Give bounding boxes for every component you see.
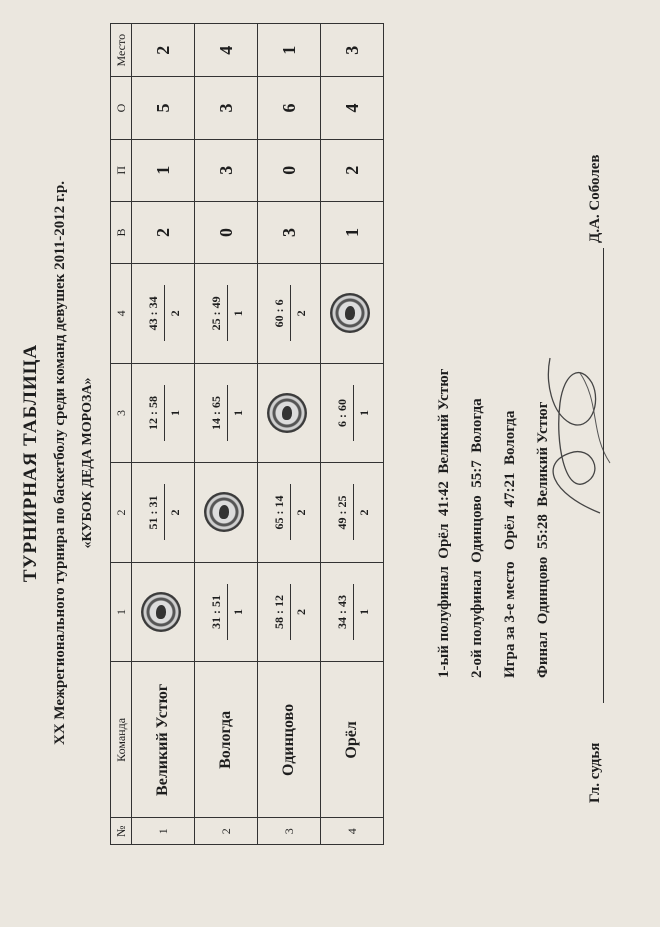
game-score: 43 : 34: [146, 285, 165, 341]
game-score: 12 : 58: [146, 385, 165, 441]
points-cell: 6: [258, 77, 321, 139]
game-points: 2: [293, 509, 308, 516]
game-points: 2: [167, 310, 182, 317]
game-points: 1: [356, 609, 371, 616]
game-points: 1: [356, 409, 371, 416]
table-row: [132, 24, 195, 845]
points-cell: 5: [132, 77, 195, 139]
game-score: 65 : 14: [272, 484, 291, 540]
team-name: Великий Устюг: [132, 662, 195, 818]
team-name: Орёл: [321, 662, 384, 818]
row-num: 1: [132, 818, 195, 845]
header-wins: В: [111, 201, 132, 263]
header-team: Команда: [111, 662, 132, 818]
rotated-page-content: [10, 23, 650, 903]
header-game-2: 2: [111, 463, 132, 563]
signature-icon: [530, 353, 620, 523]
team-name: Вологда: [195, 662, 258, 818]
row-num: 4: [321, 818, 384, 845]
game-score: 34 : 43: [335, 584, 354, 640]
emblem-cell: [195, 463, 258, 563]
emblem-icon: [267, 393, 307, 433]
page-title: ТУРНИРНАЯ ТАБЛИЦА: [20, 343, 41, 583]
game-points: 1: [167, 409, 182, 416]
losses-cell: 1: [132, 139, 195, 201]
semifinal-2: 2-ой полуфинал Одинцово 55:7 Вологда: [469, 398, 485, 678]
wins-cell: 0: [195, 201, 258, 263]
game-score: 58 : 12: [272, 584, 291, 640]
game-cell: [195, 562, 258, 662]
cup-name: «КУБОК ДЕДА МОРОЗА»: [80, 377, 95, 549]
wins-cell: 3: [258, 201, 321, 263]
header-place: Место: [111, 24, 132, 77]
final-game: Финал Одинцово 55:28 Великий Устюг: [535, 401, 551, 678]
game-cell: [321, 562, 384, 662]
table-header-row: [111, 24, 132, 845]
points-cell: 3: [195, 77, 258, 139]
game-score: 49 : 25: [335, 484, 354, 540]
game-cell: [258, 562, 321, 662]
third-place-game: Игра за 3-е место Орёл 47:21 Вологда: [502, 410, 518, 678]
wins-cell: 1: [321, 201, 384, 263]
game-cell: [195, 363, 258, 463]
losses-cell: 2: [321, 139, 384, 201]
semifinal-1: 1-ый полуфинал Орёл 41:42 Великий Устюг: [436, 368, 452, 678]
game-points: 1: [230, 609, 245, 616]
game-score: 14 : 65: [209, 385, 228, 441]
standings-table: [110, 23, 384, 845]
header-losses: П: [111, 139, 132, 201]
game-cell: [321, 363, 384, 463]
wins-cell: 2: [132, 201, 195, 263]
table-row: [195, 24, 258, 845]
losses-cell: 3: [195, 139, 258, 201]
place-cell: 4: [195, 24, 258, 77]
chief-judge-name: Д.А. Соболев: [587, 154, 603, 243]
header-game-1: 1: [111, 562, 132, 662]
game-score: 6 : 60: [335, 385, 354, 441]
points-cell: 4: [321, 77, 384, 139]
emblem-cell: [132, 562, 195, 662]
header-points: О: [111, 77, 132, 139]
chief-judge-label: Гл. судья: [587, 742, 603, 803]
game-points: 2: [167, 509, 182, 516]
game-score: 25 : 49: [209, 285, 228, 341]
game-points: 2: [293, 310, 308, 317]
game-cell: [258, 463, 321, 563]
header-game-3: 3: [111, 363, 132, 463]
emblem-icon: [141, 592, 181, 632]
place-cell: 3: [321, 24, 384, 77]
emblem-cell: [321, 264, 384, 364]
game-points: 2: [356, 509, 371, 516]
emblem-icon: [330, 293, 370, 333]
game-cell: [132, 363, 195, 463]
header-game-4: 4: [111, 264, 132, 364]
game-points: 1: [230, 310, 245, 317]
emblem-cell: [258, 363, 321, 463]
game-score: 60 : 6: [272, 285, 291, 341]
losses-cell: 0: [258, 139, 321, 201]
row-num: 3: [258, 818, 321, 845]
game-cell: [132, 264, 195, 364]
header-num: №: [111, 818, 132, 845]
signature-line: [603, 248, 604, 703]
place-cell: 2: [132, 24, 195, 77]
game-cell: [321, 463, 384, 563]
game-cell: [132, 463, 195, 563]
table-row: [321, 24, 384, 845]
emblem-icon: [204, 492, 244, 532]
game-score: 31 : 51: [209, 584, 228, 640]
game-points: 2: [293, 609, 308, 616]
table-row: [258, 24, 321, 845]
game-cell: [258, 264, 321, 364]
row-num: 2: [195, 818, 258, 845]
place-cell: 1: [258, 24, 321, 77]
team-name: Одинцово: [258, 662, 321, 818]
tournament-subtitle: XX Межрегионального турнира по баскетболу среди команд девушек 2011-2012 г.р.: [52, 181, 68, 745]
game-cell: [195, 264, 258, 364]
game-score: 51 : 31: [146, 484, 165, 540]
game-points: 1: [230, 409, 245, 416]
